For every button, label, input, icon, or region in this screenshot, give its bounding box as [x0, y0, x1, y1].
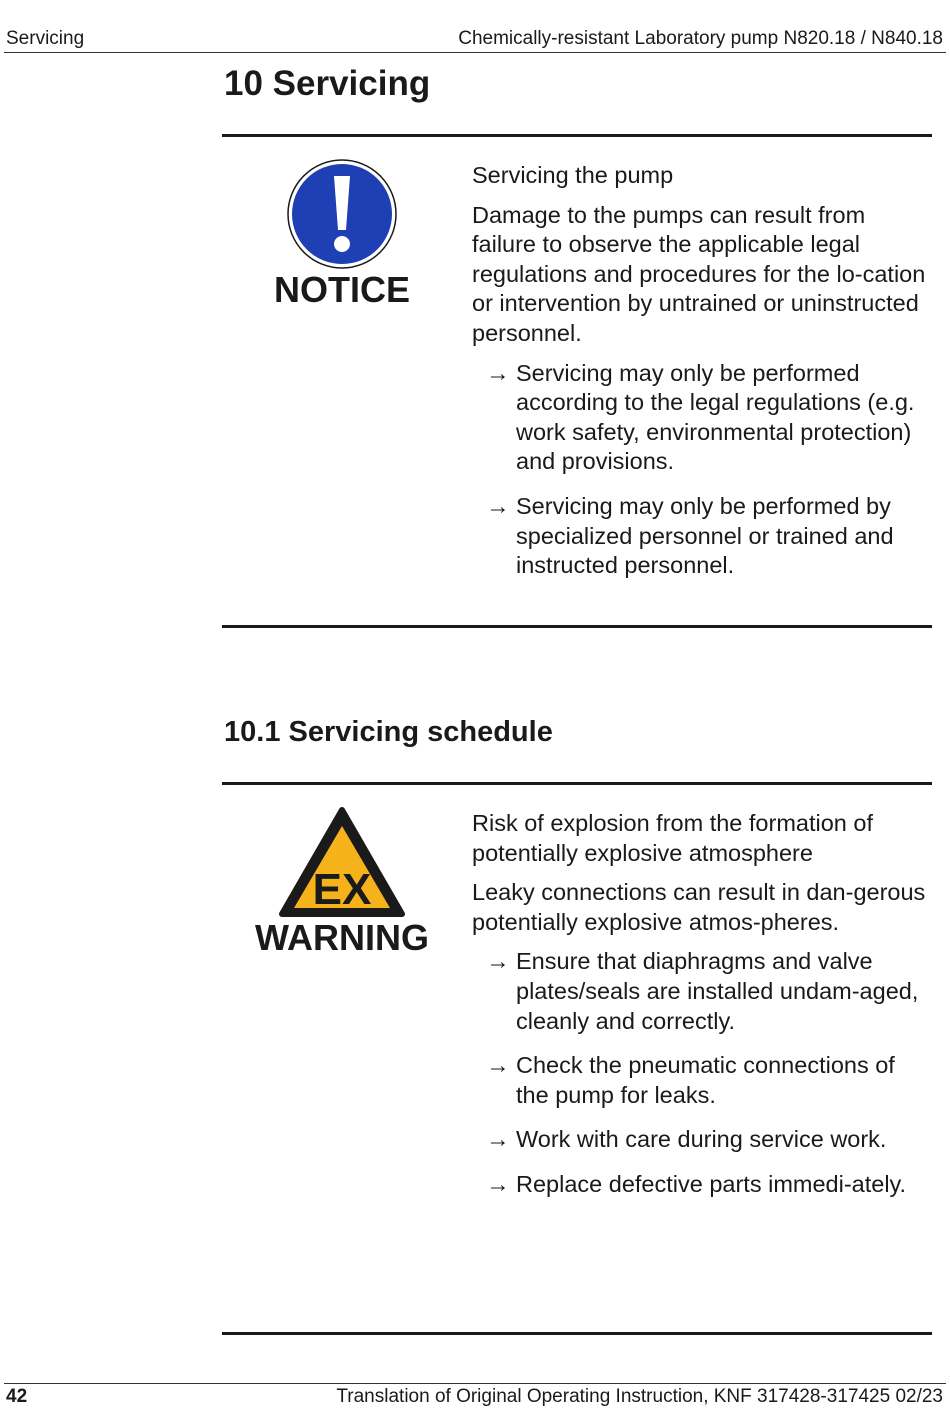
warning-bullet-text: Ensure that diaphragms and valve plates/seals are installed undam-aged, cleanly and correctly. [516, 948, 919, 1034]
header-section: Servicing [6, 28, 85, 49]
explosion-icon-label: EX [312, 865, 372, 914]
warning-text: Leaky connections can result in dan-gerous potentially explosive atmos-pheres. [472, 879, 926, 935]
explosion-warning-icon [278, 806, 406, 918]
notice-bottom-rule [222, 625, 932, 628]
warning-top-rule [222, 782, 932, 785]
arrow-icon: → [486, 492, 510, 519]
notice-exclamation-icon [286, 158, 398, 270]
notice-signal-word: NOTICE [273, 269, 410, 310]
footer-reference: Translation of Original Operating Instruction, KNF 317428-317425 02/23 [336, 1386, 943, 1407]
footer-divider [4, 1383, 946, 1384]
warning-bullet-text: Replace defective parts immedi-ately. [516, 1170, 907, 1197]
warning-bottom-rule [222, 1332, 932, 1335]
page-number: 42 [6, 1386, 28, 1407]
header-divider [4, 52, 946, 53]
warning-bullet [472, 1051, 932, 1110]
notice-heading: Servicing the pump [472, 162, 674, 188]
notice-text: Damage to the pumps can result from failure to observe the applicable legal regulations and procedures for the lo-cation or intervention by untrained or uninstructed personnel. [472, 201, 926, 346]
notice-top-rule [222, 134, 932, 137]
warning-content [472, 809, 932, 1215]
warning-bullet [472, 1170, 932, 1200]
notice-bullet [472, 359, 932, 477]
notice-content [472, 161, 932, 596]
warning-bullet-text: Work with care during service work. [516, 1126, 887, 1153]
header-product: Chemically-resistant Laboratory pump N820.18 / N840.18 [458, 28, 943, 49]
arrow-icon: → [486, 359, 510, 386]
warning-signal-word: WARNING [255, 917, 429, 958]
arrow-icon: → [486, 1126, 510, 1153]
notice-bullet-text: Servicing may only be performed by specialized personnel or trained and instructed personnel. [516, 492, 894, 579]
chapter-title: 10 Servicing [224, 64, 431, 103]
section-title: 10.1 Servicing schedule [224, 716, 553, 748]
notice-bullet [472, 492, 932, 581]
arrow-icon: → [486, 1170, 510, 1197]
arrow-icon: → [486, 948, 510, 975]
warning-bullet [472, 1125, 932, 1155]
notice-bullet-text: Servicing may only be performed according to the legal regulations (e.g. work safety, environmental protection) and provisions. [516, 359, 915, 475]
warning-heading: Risk of explosion from the formation of potentially explosive atmosphere [472, 810, 873, 866]
arrow-icon: → [486, 1052, 510, 1079]
warning-bullet [472, 947, 932, 1036]
warning-bullet-text: Check the pneumatic connections of the pump for leaks. [516, 1052, 895, 1108]
